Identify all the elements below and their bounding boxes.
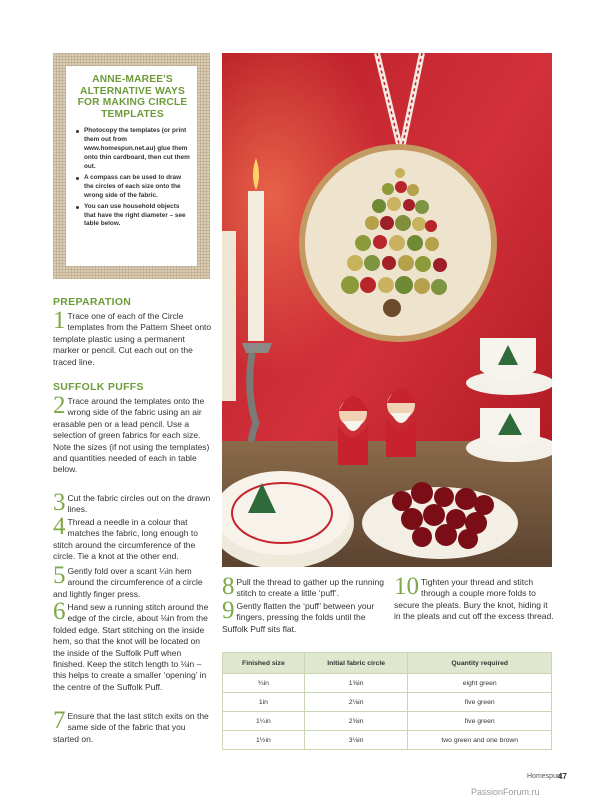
step-8 [222, 573, 384, 600]
table-header-row [223, 653, 552, 674]
step-10 [394, 573, 556, 623]
step-5 [53, 562, 213, 600]
table-cell: eight green [408, 674, 552, 693]
step-text: Tighten your thread and stitch through a couple more folds to secure the pleats. Bury the knot, hiding it in the pleats and cut off the excess thread. [394, 577, 554, 622]
table-cell: 1¼in [223, 712, 305, 731]
step-text: Hand sew a running stitch around the edge of the circle, about ⅛in from the folded edge. Start stitching on the inside hem, so that the knot will be located on the inside of the Suffolk Puff when finished. Keep the stitch length to ⅛in – this helps to create a smaller ‘opening’ in the centre of the Suffolk Puff. [53, 602, 209, 692]
table-cell: 1½in [223, 731, 305, 750]
step-number: 2 [53, 392, 66, 419]
preparation-heading: PREPARATION [53, 296, 132, 308]
step-text: Cut the fabric circles out on the drawn lines. [67, 493, 211, 515]
tip-text: Photocopy the templates (or print them out from www.homespun.net.au) glue them onto thin cardboard, then cut them out. [84, 127, 190, 170]
step-text: Trace one of each of the Circle templates from the Pattern Sheet onto template plastic using a permanent marker or pencil. Cut each out on the traced line. [53, 311, 212, 367]
step-text: Pull the thread to gather up the running stitch to create a little ‘puff’. [236, 577, 384, 599]
step-1 [53, 307, 213, 368]
table-cell: 3⅛in [304, 731, 408, 750]
quantity-table [222, 652, 552, 750]
header-initial-circle: Initial fabric circle [304, 653, 408, 674]
header-finished-size: Finished size [223, 653, 305, 674]
step-text: Gently flatten the ‘puff’ between your fingers, pressing the folds until the Suffolk Puff sits flat. [222, 601, 375, 634]
table-cell: ¾in [223, 674, 305, 693]
table-cell: 1in [223, 693, 305, 712]
step-number: 9 [222, 597, 235, 624]
table-row [223, 731, 552, 750]
step-text: Thread a needle in a colour that matches the fabric, long enough to stitch around the circumference of the circle. Tie a knot at the other end. [53, 517, 198, 562]
tip-item [75, 127, 190, 172]
step-number: 4 [53, 513, 66, 540]
page-number: 47 [558, 772, 567, 781]
step-7 [53, 707, 213, 745]
magazine-name: Homespun [527, 773, 561, 780]
step-text: Trace around the templates onto the wrong side of the fabric using an air erasable pen or a lead pencil. Use a selection of green fabrics for each size. Note the sizes (if not using the templates) and quantities needed of each in table below. [53, 396, 210, 475]
step-number: 7 [53, 707, 66, 734]
tips-card [66, 66, 197, 266]
tip-text: You can use household objects that have the right diameter – see table below. [84, 202, 186, 228]
step-4 [53, 513, 213, 563]
step-6 [53, 598, 213, 693]
step-number: 8 [222, 573, 235, 600]
step-text: Ensure that the last stitch exits on the same side of the fabric that you started on. [53, 711, 209, 744]
table-cell: five green [408, 693, 552, 712]
christmas-hoop-photo [222, 53, 552, 567]
table-cell: five green [408, 712, 552, 731]
step-3 [53, 489, 213, 516]
step-number: 3 [53, 489, 66, 516]
header-quantity: Quantity required [408, 653, 552, 674]
step-number: 5 [53, 562, 66, 589]
tips-list [75, 127, 190, 229]
table-cell: two green and one brown [408, 731, 552, 750]
step-number: 1 [53, 307, 66, 334]
tip-item [75, 174, 190, 201]
step-number: 6 [53, 598, 66, 625]
table-cell: 2⅛in [304, 693, 408, 712]
step-number: 10 [394, 573, 419, 600]
step-9 [222, 597, 384, 635]
table-row [223, 712, 552, 731]
table-row [223, 674, 552, 693]
table-row [223, 693, 552, 712]
bullet-icon [76, 206, 79, 209]
step-text: Gently fold over a scant ¼in hem around the circumference of a circle and lightly finger press. [53, 566, 203, 599]
table-cell: 2⅝in [304, 712, 408, 731]
tip-item [75, 203, 190, 230]
tip-text: A compass can be used to draw the circles of each size onto the wrong side of the fabric. [84, 173, 182, 199]
watermark: PassionForum.ru [471, 787, 540, 797]
tips-title: ANNE-MAREE'S ALTERNATIVE WAYS FOR MAKING CIRCLE TEMPLATES [77, 74, 188, 120]
step-2 [53, 392, 213, 476]
bullet-icon [76, 130, 79, 133]
photo-illustration [222, 53, 552, 567]
suffolk-heading: SUFFOLK PUFFS [53, 381, 144, 393]
table-cell: 1⅝in [304, 674, 408, 693]
bullet-icon [76, 177, 79, 180]
